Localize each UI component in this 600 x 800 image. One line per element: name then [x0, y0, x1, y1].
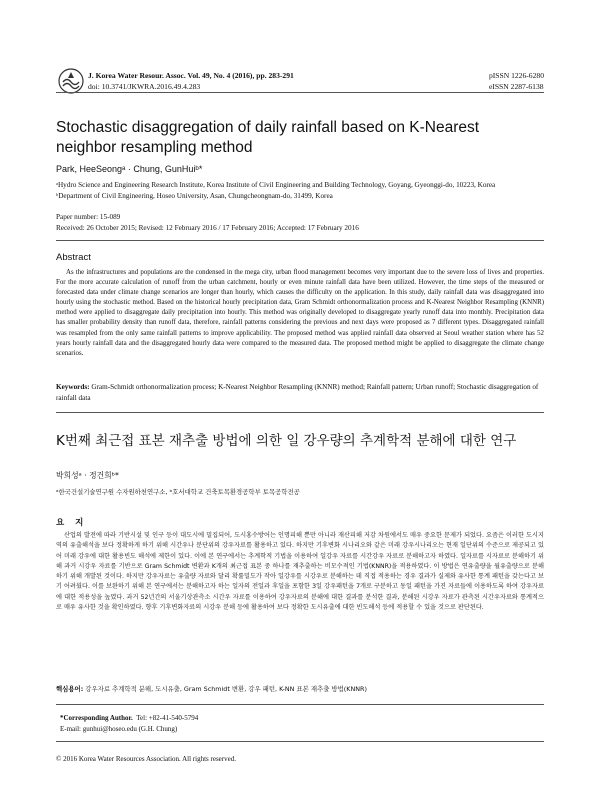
- korean-affiliation: ᵃ한국건설기술연구원 수자원하천연구소, ᵇ호서대학교 건축토목환경공학부 토목공학전공: [56, 488, 300, 496]
- abstract-heading: Abstract: [56, 252, 91, 263]
- corresponding-label: *Corresponding Author.: [60, 714, 133, 722]
- korean-keywords-label: 핵심용어:: [56, 685, 84, 693]
- abstract-text: As the infrastructures and populations are the condensed in the mega city, urban flood management becomes very important due to the severe loss of lives and properties. For the more accurate calculation of runoff from the urban catchment, hourly or even minute rainfall data have been utilized. However, the time steps of the measured or forecasted data under climate change scenarios are longer than hourly, which causes the difficulty on the application. In this study, daily rainfall data was disaggregated into hourly using the stochastic method. Based on the historical hourly precipitation data, Gram Schmidt orthonormalization process and K-Nearest Neighbor Resampling (KNNR) method were applied to disaggregate daily precipitation into hourly. This method was originally developed to disaggregate yearly runoff data into monthly. Precipitation data has smaller probability density than runoff data, therefore, rainfall patterns considering the previous and next days were proposed as 7 different types. Disaggregated rainfall was resampled from the only same rainfall patterns to improve applicability. The proposed method was applied rainfall data observed at Seoul weather station where has 52 years hourly rainfall data and the disaggregated hourly data were compared to the measured data. The proposed method might be applied to disaggregate the climate change scenarios.: [56, 269, 544, 357]
- correspondence: [60, 713, 198, 734]
- journal-header: [0, 10, 600, 90]
- journal-citation: J. Korea Water Resour. Assoc. Vol. 49, No. 4 (2016), pp. 283-291: [88, 71, 294, 80]
- korean-keywords: [56, 684, 544, 693]
- affiliation-b: ᵇDepartment of Civil Engineering, Hoseo University, Asan, Chungcheongnam-do, 31499, Korea: [56, 191, 333, 200]
- corresponding-tel: Tel: +82-41-540-5794: [136, 714, 199, 722]
- corresponding-email[interactable]: E-mail: gunhui@hoseo.edu (G.H. Chung): [60, 724, 178, 733]
- korean-summary-heading: 요 지: [56, 518, 88, 528]
- header-divider: [56, 92, 544, 93]
- korean-title: K번째 최근접 표본 재추출 방법에 의한 일 강우량의 추계학적 분해에 대한 연구: [56, 433, 517, 449]
- affiliations: [56, 180, 546, 201]
- journal-logo-icon: [58, 68, 84, 94]
- paper-dates: Received: 26 October 2015; Revised: 12 February 2016 / 17 February 2016; Accepted: 17 February 2016: [56, 224, 359, 232]
- keywords-label: Keywords:: [56, 383, 90, 391]
- affiliation-a: ᵃHydro Science and Engineering Research Institute, Korea Institute of Civil Engineering and Building Technology, Goyang, Gyeonggi-do, 10223, Korea: [56, 181, 496, 189]
- article-title: Stochastic disaggregation of daily rainfall based on K-Nearest neighbor resampling method: [56, 119, 480, 156]
- footer-divider: [56, 704, 544, 705]
- korean-divider: [56, 412, 544, 413]
- copyright-divider: [56, 741, 544, 742]
- paper-number: Paper number: 15-089: [56, 213, 121, 221]
- korean-authors: 박희성ᵃ · 정건희ᵇ*: [56, 471, 119, 480]
- korean-summary-text: 산업의 발전에 따라 기반시설 및 인구 등이 대도시에 밀집되어, 도시홍수방어는 인명피해 뿐만 아니라 재산피해 저감 차원에서도 매우 중요한 문제가 되었다. 요즘은 이러한 도시지역의 유출해석을 보다 정확하게 하기 위해 시간우나 분단위의 강우자료를 활용하고 있다. 하지만 기후변화 시나리오와 같은 미래 강우시나리오는 현재 일단위의 수준으로 제공되고 있어 미래 강우에 대한 활용빈도 해석에 제한이 있다. 이에 본 연구에서는 추계학적 기법을 이용하여 일강우 자료를 시간강우 자료로 분해하고자 하였다. 일자료를 시자료로 분해하기 위해 과거 시강우 자료를 기반으로 Gram Schmidt 변환과 K개의 최근접 표본 중 하나를 재추출하는 비모수적인 기법(KNNR)을 적용하였다. 이 방법은 연유출량을 월유출량으로 분해하기 위해 개발된 것이다. 하지만 강우자료는 유출량 자료와 달리 확률밀도가 작아 일강우를 시강우로 분해하는 데 직접 적용하는 경우 결과가 실제와 유사한 통계 패턴을 갖는다고 보기 어려웠다. 이를 보완하기 위해 본 연구에서는 분해하고자 하는 일자의 전일과 후일을 포함한 3일 강우패턴을 7개로 구분하고 동일 패턴을 가진 자료들에 이용하도록 하여 강우자료에 대한 적용성을 높였다. 과거 52년간의 서울기상관측소 시간우 자료를 이용하여 강우자료의 분해에 대한 결과를 분석한 결과, 분해된 시강우 자료가 관측된 시간우자료와 통계적으로 매우 유사한 것을 확인하였다. 향후 기후변화자료의 시강우 분해 등에 활용하여 보다 정확한 도시유출에 대한 빈도해석 등에 적용할 수 있을 것으로 판단된다.: [56, 532, 544, 612]
- paper-info: [56, 212, 546, 234]
- keywords-text: Gram-Schmidt orthonormalization process; K-Nearest Neighbor Resampling (KNNR) method; Rainfall pattern; Urban runoff; Stochastic disaggregation of rainfall data: [56, 383, 539, 402]
- doi-text[interactable]: doi: 10.3741/JKWRA.2016.49.4.283: [88, 82, 201, 91]
- pissn-text: pISSN 1226-6280: [488, 71, 544, 80]
- eissn-text: eISSN 2287-6138: [488, 82, 544, 91]
- keywords: [56, 382, 544, 403]
- article-authors: Park, HeeSeongᵃ · Chung, GunHuiᵇ*: [56, 164, 203, 174]
- abstract-divider: [56, 240, 544, 241]
- korean-keywords-text: 강우자료 추계학적 분해, 도시유출, Gram Schmidt 변환, 강우 패턴, K-NN 표본 재추출 방법(KNNR): [85, 685, 367, 693]
- copyright-text: © 2016 Korea Water Resources Association. All rights reserved.: [56, 755, 236, 763]
